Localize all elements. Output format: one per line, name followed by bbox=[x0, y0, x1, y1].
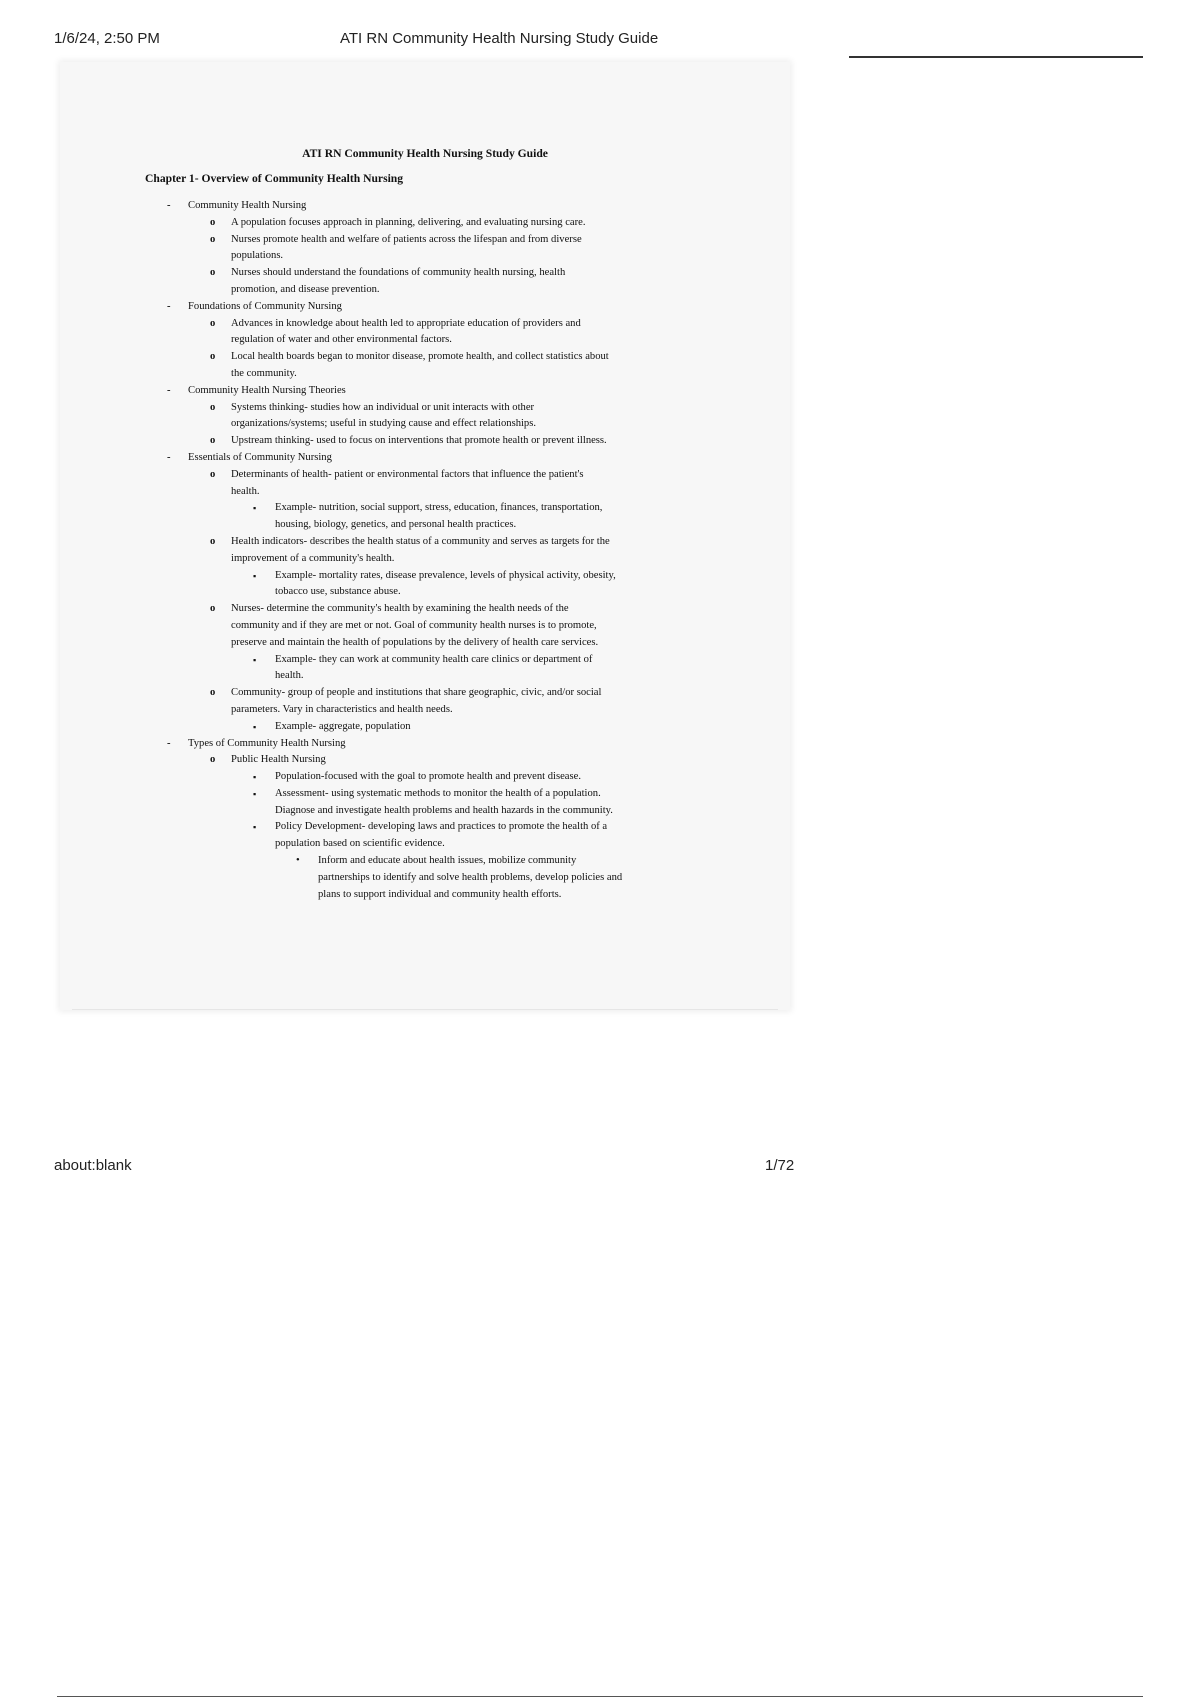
outline-item-level-2 bbox=[145, 601, 705, 651]
outline-item-level-2 bbox=[145, 534, 705, 568]
outline-item-text: Diagnose and investigate health problems and health hazards in the community. bbox=[275, 804, 613, 816]
outline-item-text: Population-focused with the goal to promote health and prevent disease. bbox=[275, 771, 581, 783]
outline-item-text: housing, biology, genetics, and personal health practices. bbox=[275, 519, 517, 531]
bullet-circ-icon bbox=[210, 349, 215, 366]
bullet-circ-icon bbox=[210, 316, 215, 333]
print-footer-url: about:blank bbox=[54, 1157, 132, 1174]
outline-item-text: Foundations of Community Nursing bbox=[188, 300, 342, 312]
page-bottom-edge bbox=[72, 1009, 778, 1010]
bullet-circ-icon bbox=[210, 400, 215, 417]
bullet-circ-icon bbox=[210, 232, 215, 249]
outline-item-level-3 bbox=[145, 819, 705, 853]
outline-item-text: promotion, and disease prevention. bbox=[231, 283, 380, 295]
outline-item-level-1 bbox=[145, 198, 705, 215]
bullet-sq-icon bbox=[253, 786, 256, 804]
outline-item-level-1 bbox=[145, 450, 705, 467]
outline-item-text: parameters. Vary in characteristics and health needs. bbox=[231, 703, 453, 715]
bullet-circ-icon bbox=[210, 601, 215, 618]
outline-item-text: regulation of water and other environmental factors. bbox=[231, 334, 452, 346]
outline-item-text: populations. bbox=[231, 250, 284, 262]
outline-item-text: Policy Development- developing laws and practices to promote the health of a bbox=[275, 821, 608, 833]
outline-item-level-1 bbox=[145, 383, 705, 400]
bullet-circ-icon bbox=[210, 265, 215, 282]
bullet-dot-icon bbox=[296, 853, 300, 870]
outline-item-level-2 bbox=[145, 215, 705, 232]
outline-item-text: Example- they can work at community health care clinics or department of bbox=[275, 653, 593, 665]
outline-item-level-2 bbox=[145, 467, 705, 501]
document-title: ATI RN Community Health Nursing Study Guide bbox=[302, 147, 548, 160]
outline-item-level-3 bbox=[145, 786, 705, 820]
outline-item-text: Community- group of people and institutions that share geographic, civic, and/or social bbox=[231, 687, 602, 699]
outline-item-text: organizations/systems; useful in studying cause and effect relationships. bbox=[231, 418, 536, 430]
outline-item-text: Nurses- determine the community's health by examining the health needs of the bbox=[231, 603, 569, 615]
outline-item-level-3 bbox=[145, 568, 705, 602]
outline-item-level-2 bbox=[145, 349, 705, 383]
outline-item-level-2 bbox=[145, 433, 705, 450]
bullet-dash-icon bbox=[167, 450, 171, 467]
outline-item-text: Example- nutrition, social support, stress, education, finances, transportation, bbox=[275, 502, 603, 514]
outline-item-text: health. bbox=[275, 670, 304, 682]
bullet-dash-icon bbox=[167, 198, 171, 215]
outline-item-text: Essentials of Community Nursing bbox=[188, 451, 332, 463]
outline-item-level-3 bbox=[145, 769, 705, 786]
header-rule bbox=[849, 56, 1143, 58]
outline-item-text: plans to support individual and community health efforts. bbox=[318, 888, 562, 900]
bottom-rule bbox=[57, 1696, 1143, 1697]
outline-item-text: Local health boards began to monitor disease, promote health, and collect statistics about bbox=[231, 351, 609, 363]
outline-item-text: tobacco use, substance abuse. bbox=[275, 586, 401, 598]
outline-item-text: Advances in knowledge about health led to appropriate education of providers and bbox=[231, 317, 581, 329]
chapter-heading: Chapter 1- Overview of Community Health Nursing bbox=[145, 172, 404, 185]
bullet-sq-icon bbox=[253, 719, 256, 737]
bullet-circ-icon bbox=[210, 534, 215, 551]
outline-item-text: community and if they are met or not. Goal of community health nurses is to promote, bbox=[231, 619, 597, 631]
outline-item-text: the community. bbox=[231, 367, 297, 379]
outline-item-level-1 bbox=[145, 736, 705, 753]
outline-item-level-2 bbox=[145, 316, 705, 350]
outline-item-text: improvement of a community's health. bbox=[231, 552, 395, 564]
bullet-sq-icon bbox=[253, 500, 256, 518]
print-page-number: 1/72 bbox=[765, 1157, 795, 1174]
bullet-sq-icon bbox=[253, 568, 256, 586]
bullet-circ-icon bbox=[210, 685, 215, 702]
outline-item-text: A population focuses approach in planning, delivering, and evaluating nursing care. bbox=[231, 216, 586, 228]
outline-item-text: Inform and educate about health issues, mobilize community bbox=[318, 855, 577, 867]
bullet-sq-icon bbox=[253, 769, 256, 787]
outline-item-level-3 bbox=[145, 652, 705, 686]
outline-item-text: Example- mortality rates, disease prevalence, levels of physical activity, obesity, bbox=[275, 569, 616, 581]
outline-item-text: Public Health Nursing bbox=[231, 754, 326, 766]
outline-item-text: Example- aggregate, population bbox=[275, 720, 411, 732]
outline-item-text: health. bbox=[231, 485, 260, 497]
outline-item-text: preserve and maintain the health of populations by the delivery of health care services. bbox=[231, 636, 599, 648]
outline-item-text: population based on scientific evidence. bbox=[275, 838, 445, 850]
bullet-dash-icon bbox=[167, 383, 171, 400]
bullet-circ-icon bbox=[210, 215, 215, 232]
bullet-sq-icon bbox=[253, 819, 256, 837]
bullet-circ-icon bbox=[210, 752, 215, 769]
outline-item-text: Assessment- using systematic methods to monitor the health of a population. bbox=[275, 787, 601, 799]
bullet-circ-icon bbox=[210, 433, 215, 450]
bullet-circ-icon bbox=[210, 467, 215, 484]
outline-item-text: Community Health Nursing Theories bbox=[188, 384, 346, 396]
outline-item-text: Nurses promote health and welfare of patients across the lifespan and from diverse bbox=[231, 233, 582, 245]
bullet-sq-icon bbox=[253, 652, 256, 670]
print-date-time: 1/6/24, 2:50 PM bbox=[54, 30, 160, 47]
outline-list bbox=[145, 198, 705, 903]
outline-item-text: Determinants of health- patient or environmental factors that influence the patient's bbox=[231, 468, 584, 480]
print-header-title: ATI RN Community Health Nursing Study Guide bbox=[340, 30, 659, 47]
bullet-dash-icon bbox=[167, 736, 171, 753]
bullet-dash-icon bbox=[167, 299, 171, 316]
outline-item-text: partnerships to identify and solve health problems, develop policies and bbox=[318, 871, 623, 883]
outline-item-text: Community Health Nursing bbox=[188, 200, 307, 211]
outline-item-level-1 bbox=[145, 299, 705, 316]
outline-item-level-2 bbox=[145, 232, 705, 266]
outline-item-level-2 bbox=[145, 265, 705, 299]
outline-item-level-3 bbox=[145, 719, 705, 736]
outline-item-level-2 bbox=[145, 400, 705, 434]
outline-item-text: Health indicators- describes the health status of a community and serves as targets for the bbox=[231, 535, 610, 547]
outline-item-level-2 bbox=[145, 752, 705, 769]
outline-item-text: Systems thinking- studies how an individual or unit interacts with other bbox=[231, 401, 535, 413]
outline-item-level-2 bbox=[145, 685, 705, 719]
outline-item-text: Upstream thinking- used to focus on interventions that promote health or prevent illness. bbox=[231, 435, 607, 447]
outline-item-level-3 bbox=[145, 500, 705, 534]
outline-item-text: Types of Community Health Nursing bbox=[188, 737, 346, 749]
outline-item-level-4 bbox=[145, 853, 705, 903]
outline-item-text: Nurses should understand the foundations of community health nursing, health bbox=[231, 267, 566, 279]
